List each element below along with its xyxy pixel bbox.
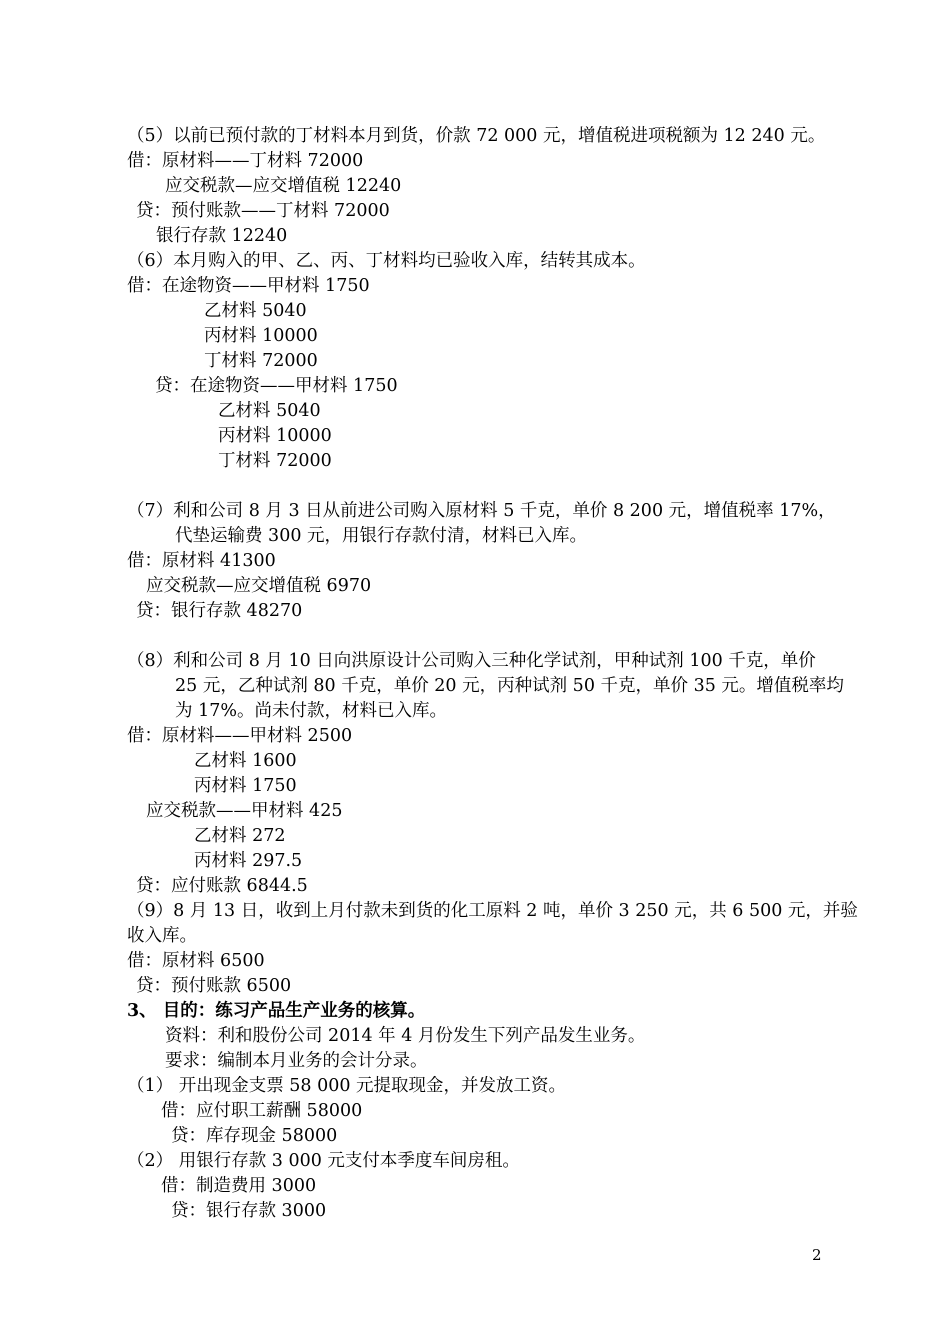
entry-6-credit-d: 丁材料 72000 [218,451,332,471]
entry-8-title: （8）利和公司 8 月 10 日向洪原设计公司购入三种化学试剂，甲种试剂 100 千克，单价 [127,651,816,671]
entry-6-debit-c: 丙材料 10000 [204,326,318,346]
entry-8-debit-tax-c: 丙材料 297.5 [194,851,303,871]
entry-5-credit: 贷：预付账款——丁材料 72000 [136,201,390,221]
entry-8-title-cont-1: 25 元，乙种试剂 80 千克，单价 20 元，丙种试剂 50 千克，单价 35 元。增值税率均 [175,676,844,696]
entry-5-title: （5）以前已预付款的丁材料本月到货，价款 72 000 元，增值税进项税额为 12 240 元。 [127,126,826,146]
entry-8-debit-tax-b: 乙材料 272 [194,826,286,846]
entry-6-credit: 贷：在途物资——甲材料 1750 [155,376,398,396]
entry-8-debit: 借：原材料——甲材料 2500 [127,726,353,746]
entry-8-credit: 贷：应付账款 6844.5 [136,876,308,896]
entry-9-credit: 贷：预付账款 6500 [136,976,292,996]
section-3-material: 资料：利和股份公司 2014 年 4 月份发生下列产品发生业务。 [165,1026,646,1046]
entry-7-debit: 借：原材料 41300 [127,551,276,571]
entry-5-debit: 借：原材料——丁材料 72000 [127,151,364,171]
entry-6-debit: 借：在途物资——甲材料 1750 [127,276,370,296]
task-2-debit: 借：制造费用 3000 [161,1176,317,1196]
entry-7-title: （7）利和公司 8 月 3 日从前进公司购入原材料 5 千克，单价 8 200 元，增值税率 17%， [127,501,836,521]
task-1-debit: 借：应付职工薪酬 58000 [161,1101,363,1121]
entry-9-title-cont: 收入库。 [127,926,197,946]
task-1-credit: 贷：库存现金 58000 [171,1126,338,1146]
entry-9-title: （9）8 月 13 日，收到上月付款未到货的化工原料 2 吨，单价 3 250 元，共 6 500 元，并验 [127,901,858,921]
entry-6-debit-b: 乙材料 5040 [204,301,307,321]
entry-7-credit: 贷：银行存款 48270 [136,601,303,621]
entry-8-debit-b: 乙材料 1600 [194,751,297,771]
task-2-title: （2） 用银行存款 3 000 元支付本季度车间房租。 [127,1151,520,1171]
page-number: 2 [812,1246,822,1264]
entry-6-credit-c: 丙材料 10000 [218,426,332,446]
entry-7-debit-tax: 应交税款—应交增值税 6970 [146,576,372,596]
entry-8-debit-c: 丙材料 1750 [194,776,297,796]
section-3-requirement: 要求：编制本月业务的会计分录。 [165,1051,428,1071]
entry-6-title: （6）本月购入的甲、乙、丙、丁材料均已验收入库，结转其成本。 [127,251,646,271]
entry-5-credit-bank: 银行存款 12240 [156,226,288,246]
entry-9-debit: 借：原材料 6500 [127,951,265,971]
entry-6-debit-d: 丁材料 72000 [204,351,318,371]
entry-5-debit-tax: 应交税款—应交增值税 12240 [165,176,402,196]
section-3-heading: 3、 目的：练习产品生产业务的核算。 [127,1001,426,1021]
entry-7-title-cont: 代垫运输费 300 元，用银行存款付清，材料已入库。 [175,526,588,546]
entry-8-title-cont-2: 为 17%。尚未付款，材料已入库。 [175,701,447,721]
entry-8-debit-tax: 应交税款——甲材料 425 [146,801,343,821]
task-2-credit: 贷：银行存款 3000 [171,1201,327,1221]
entry-6-credit-b: 乙材料 5040 [218,401,321,421]
task-1-title: （1） 开出现金支票 58 000 元提取现金，并发放工资。 [127,1076,567,1096]
